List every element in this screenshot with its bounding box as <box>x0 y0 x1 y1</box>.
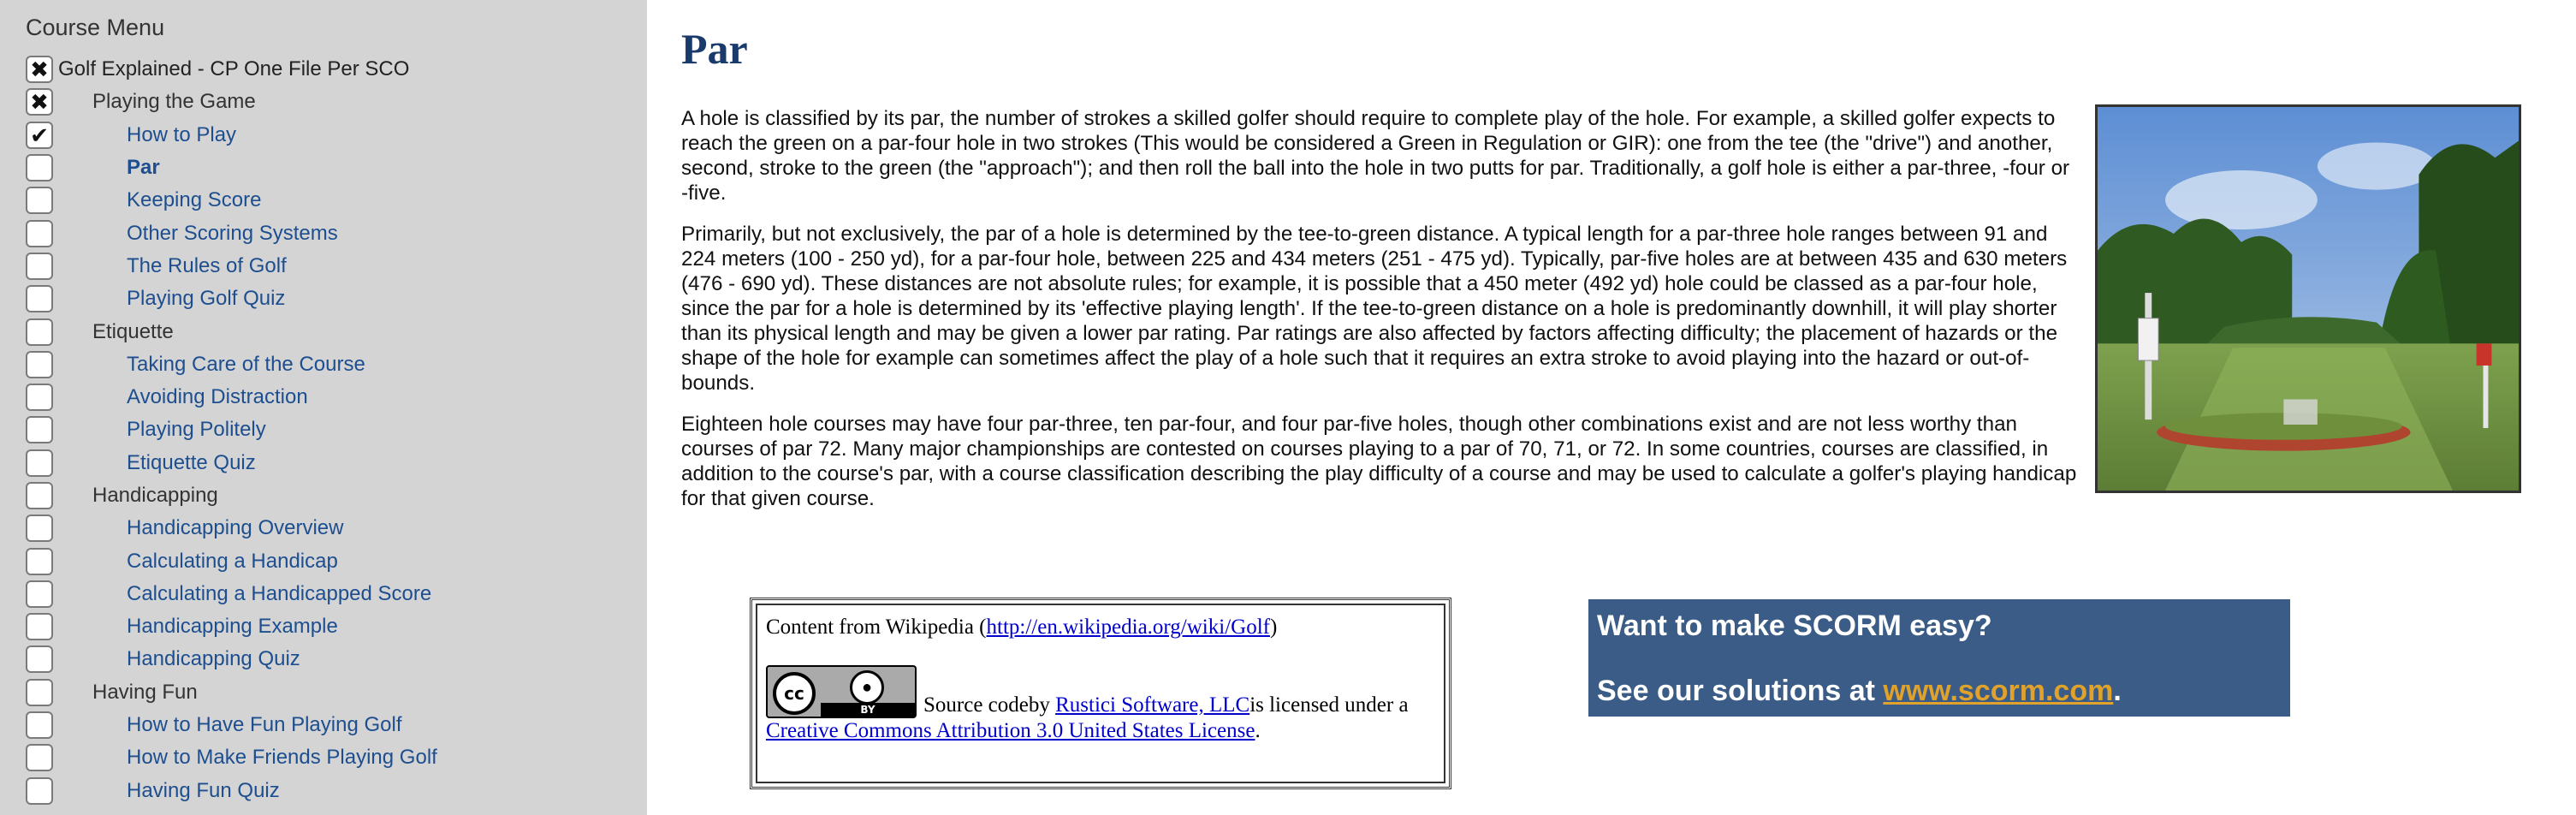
sidebar-item-label[interactable]: Etiquette Quiz <box>127 450 256 474</box>
empty-checkbox-icon[interactable] <box>26 384 53 411</box>
sidebar-item-label[interactable]: Keeping Score <box>127 188 262 212</box>
x-checkbox-icon[interactable]: ✖ <box>26 56 53 83</box>
empty-checkbox-icon[interactable] <box>26 580 53 608</box>
page-title: Par <box>681 25 748 73</box>
sidebar-item[interactable] <box>26 544 647 577</box>
empty-checkbox-icon[interactable] <box>26 679 53 706</box>
golf-course-photo <box>2095 104 2521 493</box>
wikipedia-link[interactable]: http://en.wikipedia.org/wiki/Golf <box>986 616 1270 639</box>
sidebar-item[interactable] <box>26 53 647 86</box>
empty-checkbox-icon[interactable] <box>26 449 53 477</box>
sidebar-item-label[interactable]: Handicapping Overview <box>127 516 344 540</box>
golf-course-photo-icon <box>2098 107 2519 491</box>
sidebar-item[interactable] <box>26 152 647 184</box>
course-menu-sidebar <box>0 0 647 815</box>
sidebar-item[interactable] <box>26 479 647 512</box>
empty-checkbox-icon[interactable] <box>26 515 53 542</box>
license-licensed-text: is licensed under a <box>1249 693 1409 717</box>
article-paragraph: Eighteen hole courses may have four par-three, ten par-four, and four par-five holes, though other combinations exist and are not less worthy than courses of par 72. Many major championships are contested on courses playing to a par of 70, 71, or 72. In some countries, courses are classified, in addition to the course's par, with a course classification describing the play difficulty of a course and may be used to calculate a golfer's playing handicap for that given course. <box>681 413 2077 510</box>
course-menu-title: Course Menu <box>26 15 165 40</box>
sidebar-item[interactable] <box>26 643 647 675</box>
article-paragraph: Primarily, but not exclusively, the par of a hole is determined by the tee-to-green distance. A typical length for a par-three hole ranges between 91 and 224 meters (100 - 250 yd), for a par-four hole, between 225 and 434 meters (251 - 475 yd). Typically, par-five holes are at between 435 and 630 meters (476 - 690 yd). These distances are not absolute rules; for example, it is possible that a 450 meter (492 yd) hole could be classed as a par-four hole, since the par for a hole is determined by its 'effective playing length'. If the tee-to-green distance on a hole is predominantly downhill, it will play shorter than its physical length and may be given a lower par rating. Par ratings are also affected by factors affecting difficulty; the placement of hazards or the shape of the hole for example can sometimes affect the play of a hole such that it requires an extra stroke to avoid playing into the hazard or out-of-bounds. <box>681 223 2068 395</box>
sidebar-item-label[interactable]: Having Fun Quiz <box>127 778 280 802</box>
x-checkbox-icon[interactable]: ✖ <box>26 88 53 116</box>
sidebar-item-label: Handicapping <box>92 484 218 507</box>
sidebar-item[interactable] <box>26 741 647 774</box>
empty-checkbox-icon[interactable] <box>26 154 53 181</box>
scorm-banner-cta-text: See our solutions at <box>1597 675 1884 707</box>
sidebar-item[interactable] <box>26 610 647 643</box>
sidebar-item-label[interactable]: Handicapping Quiz <box>127 647 300 671</box>
sidebar-item[interactable] <box>26 119 647 152</box>
license-box <box>750 598 1451 789</box>
empty-checkbox-icon[interactable] <box>26 351 53 378</box>
sidebar-item-label[interactable]: Calculating a Handicapped Score <box>127 581 432 605</box>
empty-checkbox-icon[interactable] <box>26 482 53 509</box>
empty-checkbox-icon[interactable] <box>26 187 53 214</box>
sidebar-item[interactable] <box>26 283 647 315</box>
sidebar-item-label[interactable]: Handicapping Example <box>127 615 338 639</box>
scorm-link[interactable]: www.scorm.com <box>1883 675 2114 707</box>
empty-checkbox-icon[interactable] <box>26 744 53 771</box>
sidebar-item[interactable] <box>26 413 647 446</box>
sidebar-item-label[interactable]: Avoiding Distraction <box>127 385 308 409</box>
article-paragraph: A hole is classified by its par, the number of strokes a skilled golfer should require to complete play of the hole. For example, a skilled golfer expects to reach the green on a par-four hole in two strokes (This would be considered a Green in Regulation or GIR): one from the tee (the "drive") and another, second, stroke to the green (the "approach"); and then roll the ball into the hole in two putts for par. Traditionally, a golf hole is either a par-three, -four or -five. <box>681 107 2070 205</box>
empty-checkbox-icon[interactable] <box>26 318 53 346</box>
sidebar-item[interactable] <box>26 184 647 217</box>
sidebar-item-label[interactable]: Taking Care of the Course <box>127 352 365 376</box>
sidebar-item-label: Golf Explained - CP One File Per SCO <box>58 57 410 81</box>
sidebar-item[interactable] <box>26 709 647 741</box>
empty-checkbox-icon[interactable] <box>26 711 53 739</box>
scorm-banner[interactable] <box>1588 599 2290 717</box>
empty-checkbox-icon[interactable] <box>26 777 53 805</box>
sidebar-item-label: Playing the Game <box>92 90 256 114</box>
by-label: BY <box>821 703 915 717</box>
cc-logo-icon: cc <box>773 672 816 715</box>
sidebar-item-label: Having Fun <box>92 680 198 704</box>
sidebar-item[interactable] <box>26 250 647 283</box>
empty-checkbox-icon[interactable] <box>26 645 53 673</box>
scorm-banner-cta <box>1597 675 2282 708</box>
license-source-code-prefix: Source codeby <box>923 693 1056 717</box>
sidebar-item-label[interactable]: Playing Golf Quiz <box>127 287 286 311</box>
sidebar-item[interactable] <box>26 775 647 807</box>
cc-by-badge-icon[interactable] <box>766 665 917 718</box>
license-link-line <box>766 718 1435 744</box>
checkmark-checkbox-icon[interactable]: ✔ <box>26 122 53 149</box>
article-body <box>681 106 2521 527</box>
sidebar-item-label[interactable]: Playing Politely <box>127 418 266 442</box>
license-source-suffix: ) <box>1269 616 1278 639</box>
license-link-suffix: . <box>1255 719 1261 742</box>
sidebar-item[interactable] <box>26 381 647 413</box>
license-source-line <box>766 616 1435 640</box>
sidebar-item-label[interactable]: Other Scoring Systems <box>127 221 338 245</box>
sidebar-item[interactable] <box>26 578 647 610</box>
license-source-prefix: Content from Wikipedia ( <box>766 616 987 639</box>
license-statement <box>766 665 1435 718</box>
person-icon: ● <box>850 670 884 705</box>
empty-checkbox-icon[interactable] <box>26 613 53 640</box>
course-menu-list <box>26 53 647 807</box>
empty-checkbox-icon[interactable] <box>26 285 53 312</box>
sidebar-item[interactable] <box>26 676 647 709</box>
sidebar-item-label[interactable]: Calculating a Handicap <box>127 549 338 573</box>
cc-license-link[interactable]: Creative Commons Attribution 3.0 United States License <box>766 719 1255 742</box>
sidebar-item-label[interactable]: Par <box>127 156 160 180</box>
sidebar-item[interactable] <box>26 315 647 348</box>
empty-checkbox-icon[interactable] <box>26 220 53 247</box>
sidebar-item[interactable] <box>26 512 647 544</box>
sidebar-item-label[interactable]: How to Play <box>127 122 237 146</box>
scorm-banner-headline: Want to make SCORM easy? <box>1597 610 1992 642</box>
sidebar-item[interactable] <box>26 447 647 479</box>
empty-checkbox-icon[interactable] <box>26 253 53 280</box>
rustici-link[interactable]: Rustici Software, LLC <box>1055 693 1250 717</box>
sidebar-item-label[interactable]: How to Have Fun Playing Golf <box>127 713 402 737</box>
license-text <box>923 693 1409 718</box>
sidebar-item[interactable] <box>26 86 647 118</box>
empty-checkbox-icon[interactable] <box>26 416 53 443</box>
sidebar-item[interactable] <box>26 348 647 381</box>
sidebar-item[interactable] <box>26 217 647 249</box>
sidebar-item-label: Etiquette <box>92 319 174 343</box>
sidebar-item-label[interactable]: The Rules of Golf <box>127 253 287 277</box>
scorm-banner-period: . <box>2113 675 2122 707</box>
empty-checkbox-icon[interactable] <box>26 548 53 575</box>
sidebar-item-label[interactable]: How to Make Friends Playing Golf <box>127 746 437 770</box>
